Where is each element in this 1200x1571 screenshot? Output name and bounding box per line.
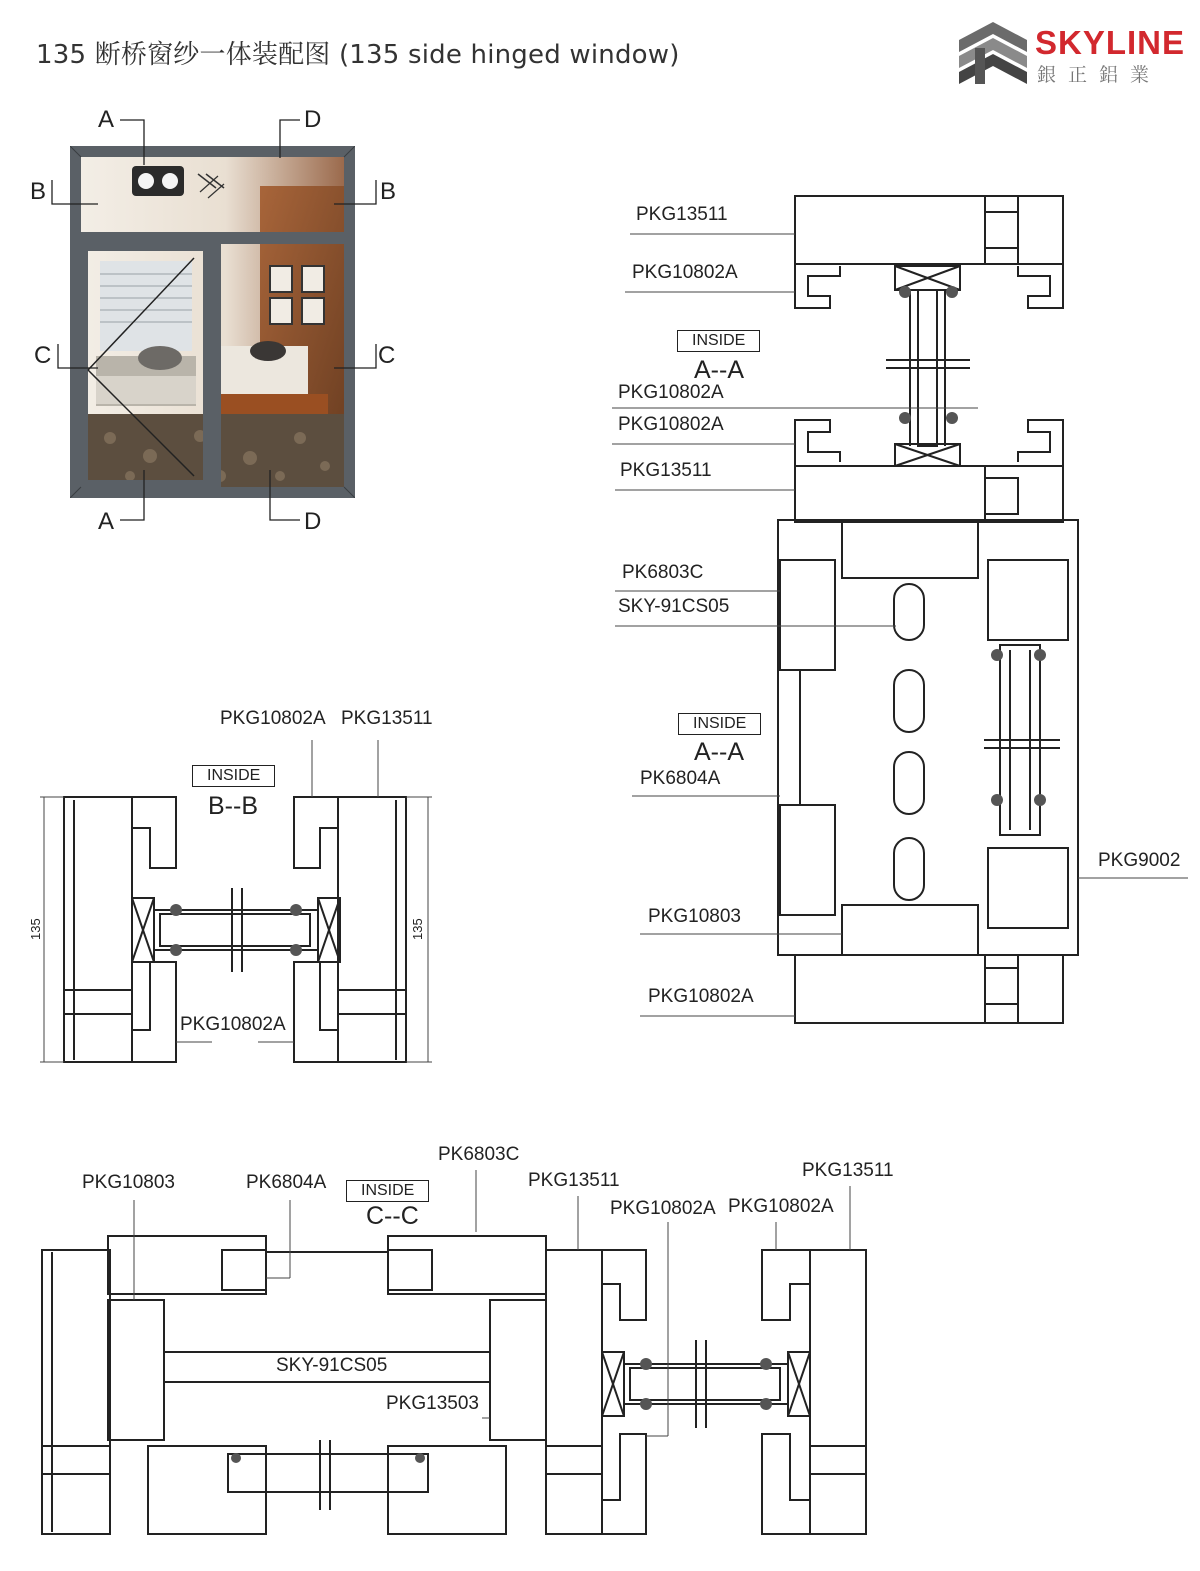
brand-chinese-name: 銀正鋁業 bbox=[1037, 64, 1162, 86]
cc-label-pkg10802a-b: PKG10802A bbox=[728, 1196, 834, 1217]
aa-label-2: PKG10802A bbox=[632, 262, 738, 283]
aa-inside-box-2: INSIDE bbox=[678, 713, 761, 735]
bb-label-bottom: PKG10802A bbox=[180, 1014, 286, 1035]
section-marker-d-top: D bbox=[304, 106, 322, 133]
aa-label-6: PK6803C bbox=[622, 562, 704, 583]
aa-inside-box: INSIDE bbox=[677, 330, 760, 352]
section-marker-c-left: C bbox=[34, 342, 52, 369]
cc-label-pk6803c: PK6803C bbox=[438, 1144, 520, 1165]
bb-section-title: B--B bbox=[208, 792, 258, 820]
section-marker-a-top: A bbox=[98, 106, 115, 133]
bb-inside-box: INSIDE bbox=[192, 765, 275, 787]
section-cc-drawing bbox=[42, 1236, 866, 1534]
cc-label-pkg13503: PKG13503 bbox=[386, 1393, 479, 1414]
aa-label-11: PKG10802A bbox=[648, 986, 754, 1007]
aa-label-4: PKG10802A bbox=[618, 414, 724, 435]
section-marker-c-right: C bbox=[378, 342, 396, 369]
cc-label-pkg13511-a: PKG13511 bbox=[528, 1170, 620, 1191]
section-marker-b-right: B bbox=[380, 178, 397, 205]
cc-label-pkg13511-b: PKG13511 bbox=[802, 1160, 894, 1181]
aa-label-3: PKG10802A bbox=[618, 382, 724, 403]
cc-section-title: C--C bbox=[366, 1202, 419, 1230]
cc-label-pkg10803: PKG10803 bbox=[82, 1172, 175, 1193]
bb-label-top-right: PKG13511 bbox=[341, 708, 433, 729]
section-marker-a-bottom: A bbox=[98, 508, 115, 535]
page-title: 135 断桥窗纱一体装配图 (135 side hinged window) bbox=[36, 40, 680, 70]
cc-label-pk6804a: PK6804A bbox=[246, 1172, 327, 1193]
aa-label-9: PKG9002 bbox=[1098, 850, 1181, 871]
aa-section-title: A--A bbox=[694, 356, 744, 384]
section-aa-drawing bbox=[778, 196, 1078, 1023]
section-marker-b-left: B bbox=[30, 178, 47, 205]
cc-label-sky91cs05: SKY-91CS05 bbox=[276, 1355, 388, 1376]
aa-label-8: PK6804A bbox=[640, 768, 721, 789]
brand-name: SKYLINE bbox=[1035, 24, 1186, 61]
aa-section-title-2: A--A bbox=[694, 738, 744, 766]
aa-label-1: PKG13511 bbox=[636, 204, 728, 225]
bb-dim-right: 135 bbox=[410, 918, 425, 940]
section-marker-d-bottom: D bbox=[304, 508, 322, 535]
aa-label-10: PKG10803 bbox=[648, 906, 741, 927]
cc-inside-box: INSIDE bbox=[346, 1180, 429, 1202]
cc-label-pkg10802a-a: PKG10802A bbox=[610, 1198, 716, 1219]
aa-label-7: SKY-91CS05 bbox=[618, 596, 730, 617]
aa-label-5: PKG13511 bbox=[620, 460, 712, 481]
bb-label-top-left: PKG10802A bbox=[220, 708, 326, 729]
bb-dim-left: 135 bbox=[28, 918, 43, 940]
